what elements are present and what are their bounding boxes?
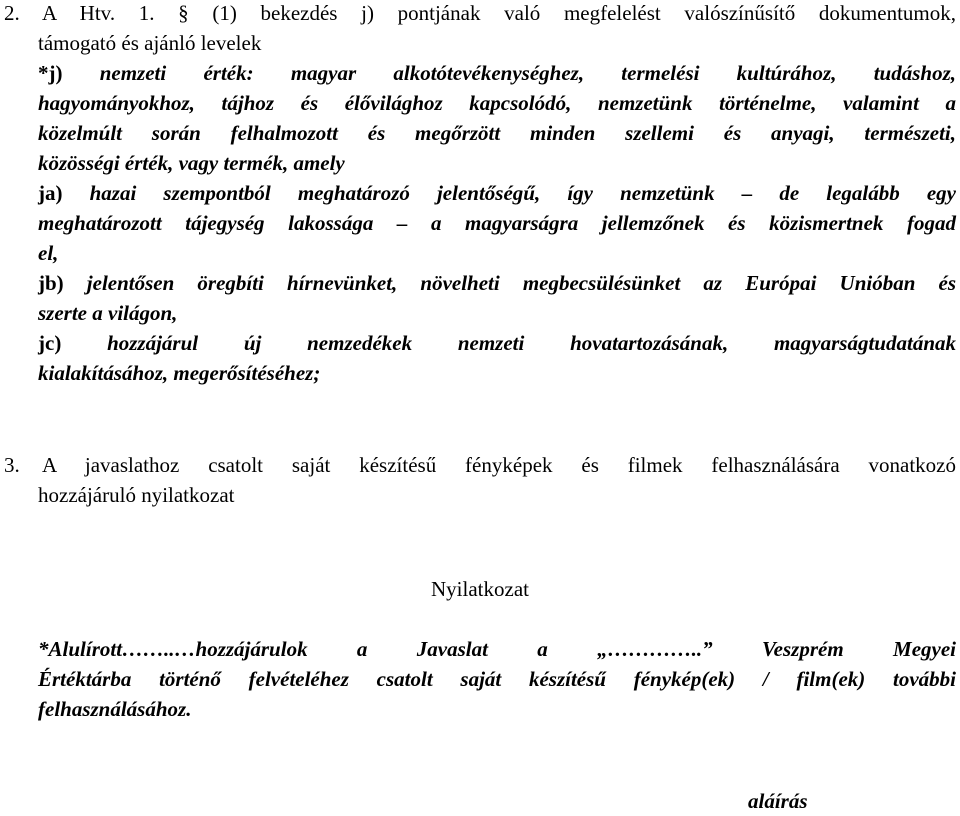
nyilatkozat-line-1: *Alulírott……..…hozzájárulok a Javaslat a „…………..” Veszprém Megyei xyxy=(38,637,956,661)
jb-line-2: szerte a világon, xyxy=(38,301,178,325)
j-label: *j) xyxy=(38,61,63,85)
nyilatkozat-line-2: Értéktárba történő felvételéhez csatolt saját készítésű fénykép(ek) / film(ek) további xyxy=(38,667,956,691)
jb-line-1 xyxy=(38,268,956,298)
section-3-number: 3. xyxy=(4,453,20,477)
section-3-heading-line-1: A javaslathoz csatolt saját készítésű fényképek és filmek felhasználására vonatkozó xyxy=(42,453,956,477)
ja-line-2: meghatározott tájegység lakossága – a magyarságra jellemzőnek és közismertnek fogad xyxy=(38,211,956,235)
jb-label: jb) xyxy=(38,271,64,295)
jb-text-line-1: jelentősen öregbíti hírnevünket, növelheti megbecsülésünket az Európai Unióban és xyxy=(63,271,956,295)
j-text-line-1: nemzeti érték: magyar alkotótevékenységhez, termelési kultúrához, tudáshoz, xyxy=(62,61,956,85)
section-2-number: 2. xyxy=(4,1,20,25)
jc-line-2: kialakításához, megerősítéséhez; xyxy=(38,361,321,385)
jc-text-line-1: hozzájárul új nemzedékek nemzeti hovatartozásának, magyarságtudatának xyxy=(61,331,956,355)
j-definition-line-4: közösségi érték, vagy termék, amely xyxy=(38,151,345,175)
nyilatkozat-title: Nyilatkozat xyxy=(431,577,529,601)
j-definition-line-2: hagyományokhoz, tájhoz és élővilághoz kapcsolódó, nemzetünk történelme, valamint a xyxy=(38,91,956,115)
section-2-heading-line-2: támogató és ajánló levelek xyxy=(38,31,262,55)
ja-text-line-1: hazai szempontból meghatározó jelentőségű, így nemzetünk – de legalább egy xyxy=(62,181,956,205)
j-definition-line-1 xyxy=(38,58,956,88)
signature-label: aláírás xyxy=(748,789,808,813)
ja-line-3: el, xyxy=(38,241,59,265)
j-definition-line-3: közelmúlt során felhalmozott és megőrzött minden szellemi és anyagi, természeti, xyxy=(38,121,956,145)
nyilatkozat-line-3: felhasználásához. xyxy=(38,697,192,721)
section-2-heading-line-1: A Htv. 1. § (1) bekezdés j) pontjának való megfelelést valószínűsítő dokumentumok, xyxy=(42,1,956,25)
section-3-heading-line-2: hozzájáruló nyilatkozat xyxy=(38,483,235,507)
ja-label: ja) xyxy=(38,181,63,205)
jc-label: jc) xyxy=(38,331,62,355)
ja-line-1 xyxy=(38,178,956,208)
jc-line-1 xyxy=(38,328,956,358)
